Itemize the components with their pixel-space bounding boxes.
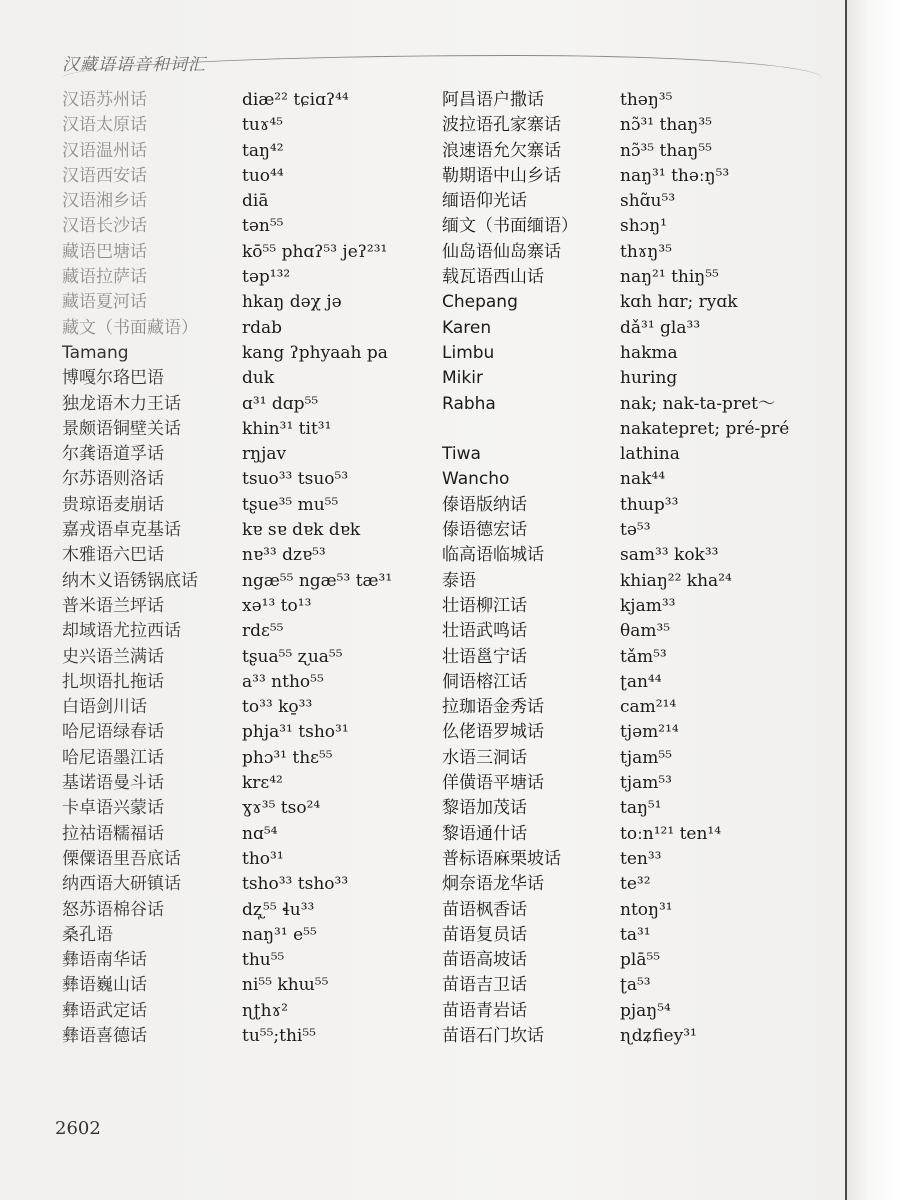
word-form: thəŋ³⁵	[620, 90, 673, 110]
word-form: tho³¹	[242, 848, 284, 869]
word-form: tjam⁵⁵	[620, 747, 672, 768]
word-form: thɯp³³	[620, 494, 679, 515]
language-name: 阿昌语户撒话	[442, 90, 544, 110]
word-form: lathina	[620, 444, 680, 465]
word-form: tu⁵⁵;thi⁵⁵	[242, 1025, 316, 1046]
word-form: θam³⁵	[620, 621, 671, 642]
language-name: Rabha	[442, 393, 496, 414]
word-form: sam³³ kok³³	[620, 545, 719, 566]
language-name: 苗语青岩话	[442, 1000, 527, 1021]
word-form: tǎm⁵³	[620, 646, 667, 667]
word-form: nɔ̃³¹ thaŋ³⁵	[620, 115, 712, 136]
language-name: Tamang	[62, 342, 129, 363]
language-name: 傣语德宏话	[442, 520, 527, 541]
right-language-column	[442, 88, 620, 1049]
word-form: tən⁵⁵	[242, 216, 284, 237]
language-name: 佯僙语平塘话	[442, 773, 544, 794]
word-form: diæ²² tɕiɑʔ⁴⁴	[242, 90, 349, 110]
word-form: ɳdʑfiey³¹	[620, 1025, 697, 1046]
word-form: ɳʈhɤ²	[242, 1000, 288, 1021]
language-name: 苗语高坡话	[442, 950, 527, 971]
language-name: 波拉语孔家寨话	[442, 115, 561, 136]
language-name: 傈僳语里吾底话	[62, 848, 181, 869]
word-form: tuo⁴⁴	[242, 165, 284, 186]
word-form: kɐ sɐ dɐk dɐk	[242, 520, 361, 541]
language-name: 藏语拉萨话	[62, 267, 147, 288]
word-form: krɛ⁴²	[242, 773, 283, 794]
language-name: 仙岛语仙岛寨话	[442, 241, 561, 262]
word-form: taŋ⁴²	[242, 140, 284, 161]
word-form: pjaŋ⁵⁴	[620, 1000, 671, 1021]
word-form: naŋ³¹ e⁵⁵	[242, 924, 317, 945]
word-form: tuɤ⁴⁵	[242, 115, 283, 136]
word-form: tʂua⁵⁵ ʐua⁵⁵	[242, 646, 343, 667]
language-name: 缅语仰光话	[442, 191, 527, 212]
language-name: 贵琼语麦崩话	[62, 494, 164, 515]
word-form: rdab	[242, 317, 283, 338]
language-name: 炯奈语龙华话	[442, 874, 544, 895]
word-form: ni⁵⁵ khɯ⁵⁵	[242, 975, 329, 996]
word-form: ta³¹	[620, 924, 651, 945]
language-name: 苗语吉卫话	[442, 975, 527, 996]
language-name: 纳西语大研镇话	[62, 874, 181, 895]
word-form: phja³¹ tsho³¹	[242, 722, 349, 743]
word-form: tjəm²¹⁴	[620, 722, 679, 743]
language-name: 桑孔语	[62, 924, 113, 945]
word-form: nɐ³³ dzɐ⁵³	[242, 545, 326, 566]
language-name: 汉语湘乡话	[62, 191, 147, 212]
language-name: 哈尼语墨江话	[62, 747, 164, 768]
language-name: 基诺语曼斗话	[62, 773, 164, 794]
word-form: tsuo³³ tsuo⁵³	[242, 469, 349, 490]
word-form: ngæ⁵⁵ ngæ⁵³ tæ³¹	[242, 570, 393, 591]
word-form: ɣɤ³⁵ tso²⁴	[242, 798, 321, 819]
word-form: te³²	[620, 874, 651, 895]
language-name: Chepang	[442, 292, 518, 313]
word-form: tə⁵³	[620, 520, 651, 541]
language-name: 汉语长沙话	[62, 216, 147, 237]
language-name: Wancho	[442, 469, 510, 490]
word-form: shɔŋ¹	[620, 216, 667, 237]
language-name: 泰语	[442, 570, 476, 591]
language-name: 载瓦语西山话	[442, 267, 544, 288]
word-form: nak; nak-ta-pret～	[620, 393, 775, 414]
language-name: 拉祜语糯福话	[62, 823, 164, 844]
word-form: təp¹³²	[242, 267, 291, 288]
word-form: a³³ ntho⁵⁵	[242, 671, 324, 692]
language-name: 哈尼语绿春话	[62, 722, 164, 743]
language-name: Karen	[442, 317, 492, 338]
word-form: kɑh hɑr; ryɑk	[620, 292, 738, 313]
word-form: diā	[242, 191, 269, 212]
language-name: Tiwa	[442, 444, 481, 465]
word-form: khiaŋ²² kha²⁴	[620, 570, 732, 591]
page-number: 2602	[55, 1118, 101, 1139]
language-name: 傣语版纳话	[442, 494, 527, 515]
left-language-column	[62, 88, 242, 1049]
word-form: ʈa⁵³	[620, 975, 651, 996]
language-name: 怒苏语棉谷话	[62, 899, 164, 920]
language-name: 纳木义语锈锅底话	[62, 570, 198, 591]
language-name: 藏语夏河话	[62, 292, 147, 313]
word-form: rŋjav	[242, 444, 287, 465]
word-form: toːn¹²¹ ten¹⁴	[620, 823, 722, 844]
word-form: hakma	[620, 342, 678, 363]
language-name: 汉语苏州话	[62, 90, 147, 110]
language-name: Limbu	[442, 342, 495, 363]
language-name: 尔龚语道孚话	[62, 444, 164, 465]
word-form: khin³¹ tit³¹	[242, 418, 332, 439]
running-header: 汉藏语语音和词汇	[62, 55, 206, 75]
language-name: 侗语榕江话	[442, 671, 527, 692]
word-form: nɔ̃³⁵ thaŋ⁵⁵	[620, 140, 712, 161]
language-name: 汉语西安话	[62, 165, 147, 186]
word-form: tjam⁵³	[620, 773, 672, 794]
word-form: tʂue³⁵ mu⁵⁵	[242, 494, 339, 515]
language-name: 彝语喜德话	[62, 1025, 147, 1046]
word-form: shɑ̃u⁵³	[620, 191, 676, 212]
language-name: 藏文（书面藏语）	[62, 317, 198, 338]
word-form: phɔ³¹ thɛ⁵⁵	[242, 747, 333, 768]
language-name: 黎语加茂话	[442, 798, 527, 819]
word-form: xə¹³ to¹³	[242, 595, 312, 616]
word-form: ten³³	[620, 848, 662, 869]
language-name: 博嘎尔珞巴语	[62, 368, 164, 389]
word-form: kō⁵⁵ phɑʔ⁵³ jeʔ²³¹	[242, 241, 388, 262]
left-form-column	[242, 88, 442, 1049]
word-form: rdɛ⁵⁵	[242, 621, 284, 642]
word-form: to³³ ko̱³³	[242, 697, 313, 718]
word-form: kjam³³	[620, 595, 676, 616]
word-form: nak⁴⁴	[620, 469, 666, 490]
word-form-continuation: nakatepret; pré-pré	[620, 418, 790, 439]
language-name: 尔苏语则洛话	[62, 469, 164, 490]
word-form: dǎ³¹ gla³³	[620, 317, 701, 338]
word-form: ntoŋ³¹	[620, 899, 673, 920]
language-name: 嘉戎语卓克基话	[62, 520, 181, 541]
word-form: huring	[620, 368, 678, 389]
page-edge-line	[845, 0, 847, 1200]
word-form: naŋ²¹ thiŋ⁵⁵	[620, 267, 719, 288]
language-name: 壮语柳江话	[442, 595, 527, 616]
language-name: 浪速语允欠寨话	[442, 140, 561, 161]
language-name: 缅文（书面缅语）	[442, 216, 578, 237]
word-form: ʈan⁴⁴	[620, 671, 662, 692]
language-name: 壮语邕宁话	[442, 646, 527, 667]
page-edge-shadow	[846, 0, 900, 1200]
word-form: plā⁵⁵	[620, 950, 661, 971]
language-name: 苗语复员话	[442, 924, 527, 945]
language-name: 白语剑川话	[62, 697, 147, 718]
word-form: kang ʔphyaah pa	[242, 342, 388, 363]
language-name: 普米语兰坪话	[62, 595, 164, 616]
word-form: ɑ³¹ dɑp⁵⁵	[242, 393, 319, 414]
language-name: 彝语南华话	[62, 950, 147, 971]
language-name: 扎坝语扎拖话	[62, 671, 164, 692]
word-form: taŋ⁵¹	[620, 798, 662, 819]
language-name: 壮语武鸣话	[442, 621, 527, 642]
language-name: 勒期语中山乡话	[442, 165, 561, 186]
language-name: 水语三洞话	[442, 747, 527, 768]
language-name: 藏语巴塘话	[62, 241, 147, 262]
language-name: 拉珈语金秀话	[442, 697, 544, 718]
language-name: 汉语温州话	[62, 140, 147, 161]
word-form: nɑ⁵⁴	[242, 823, 278, 844]
language-name: Mikir	[442, 368, 483, 389]
language-name: 独龙语木力王话	[62, 393, 181, 414]
language-name: 景颇语铜壁关话	[62, 418, 181, 439]
language-name: 仫佬语罗城话	[442, 722, 544, 743]
word-form: thɤŋ³⁵	[620, 241, 672, 262]
word-form: naŋ³¹ thəːŋ⁵³	[620, 165, 730, 186]
language-name: 普标语麻栗坡话	[442, 848, 561, 869]
language-name: 苗语石门坎话	[442, 1025, 544, 1046]
language-name: 苗语枫香话	[442, 899, 527, 920]
language-name: 木雅语六巴话	[62, 545, 164, 566]
language-name: 却域语尤拉西话	[62, 621, 181, 642]
language-name: 史兴语兰满话	[62, 646, 164, 667]
language-name: 彝语巍山话	[62, 975, 147, 996]
language-name: 汉语太原话	[62, 115, 147, 136]
language-name: 黎语通什话	[442, 823, 527, 844]
language-name: 彝语武定话	[62, 1000, 147, 1021]
word-form: cam²¹⁴	[620, 697, 677, 718]
word-form: duk	[242, 368, 275, 389]
blank-line	[442, 417, 620, 442]
word-form: hkaŋ dəχ jə	[242, 292, 342, 313]
word-form: dʐ̩⁵⁵ ɬu³³	[242, 899, 315, 920]
word-form: tsho³³ tsho³³	[242, 874, 349, 895]
word-form: thu⁵⁵	[242, 950, 285, 971]
language-name: 卡卓语兴蒙话	[62, 798, 164, 819]
right-form-column	[620, 88, 840, 1049]
language-name: 临高语临城话	[442, 545, 544, 566]
